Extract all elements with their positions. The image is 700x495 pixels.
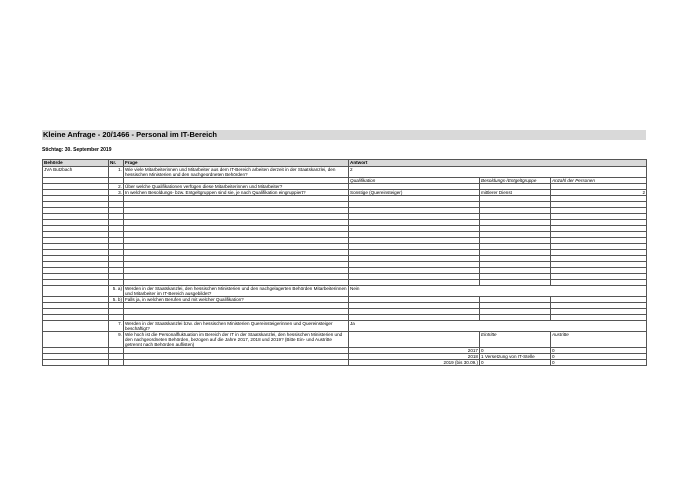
table-row bbox=[43, 332, 647, 348]
question-nr: 3. bbox=[109, 190, 124, 196]
header-behoerde: Behörde bbox=[43, 160, 109, 167]
question-text: Werden in der Staatskanzlei bzw. den hessischen Ministerien Quereinsteigerinnen und Quereinsteiger beschäftigt? bbox=[124, 321, 349, 332]
col-label-austritte: Austritte bbox=[551, 332, 647, 348]
question-text: Falls ja, in welchen Berufen und mit welcher Qualifikation? bbox=[124, 297, 349, 303]
eintritte-value: 0 bbox=[480, 348, 551, 354]
table-row bbox=[43, 167, 647, 178]
table-row bbox=[43, 321, 647, 332]
answer-cell: Ja bbox=[349, 321, 647, 332]
header-antwort: Antwort bbox=[349, 160, 647, 167]
year-label: 2019 (bis 30.09.) bbox=[349, 360, 480, 366]
austritte-value: 0 bbox=[551, 360, 647, 366]
question-text: Wie hoch ist die Personalfluktuation im Bereich der IT in der Staatskanzlei, den hessischen Ministerien und den nachgeordneten Behörden, bezogen auf die Jahre 2017, 2018 und 2019? (Bitte Ein- und Austritte getrennt nach Behörden auflisten) bbox=[124, 332, 349, 348]
behoerde-cell: JVA Butzbach bbox=[43, 167, 109, 178]
col-label-anzahl: Anzahl der Personen bbox=[551, 178, 647, 184]
question-text: Wie viele Mitarbeiterinnen und Mitarbeiter aus dem IT-Bereich arbeiten derzeit in der Staatskanzlei, den hessischen Ministerien und den nachgeordneten Behörden? bbox=[124, 167, 349, 178]
answer-cell: 2 bbox=[349, 167, 647, 178]
header-nr: Nr. bbox=[109, 160, 124, 167]
question-nr: 2. bbox=[109, 184, 124, 190]
col-label-eintritte: Eintritte bbox=[480, 332, 551, 348]
col-label-qualifikation: Qualifikation bbox=[349, 178, 480, 184]
answer-cell: Nein bbox=[349, 286, 647, 297]
austritte-value: 0 bbox=[551, 348, 647, 354]
question-nr: 7. bbox=[109, 321, 124, 332]
question-text: Werden in der Staatskanzlei, den hessischen Ministerien und den nachgelagerten Behörden Mitarbeiterinnen und Mitarbeiter im IT-Bereich ausgebildet? bbox=[125, 286, 347, 296]
year-label: 2018 bbox=[349, 354, 480, 360]
data-table bbox=[42, 159, 647, 366]
question-nr: 1. bbox=[109, 167, 124, 178]
question-nr: 9. bbox=[109, 332, 124, 348]
eintritte-value: 0 bbox=[480, 360, 551, 366]
col-label-besoldung: Besoldungs-/Entgeltgruppe bbox=[480, 178, 551, 184]
question-nr: 5. b) bbox=[109, 297, 124, 303]
answer-qualifikation: Sonstige (Quereinsteiger) bbox=[349, 190, 480, 196]
eintritte-value: 1 Versetzung von IT-Stelle bbox=[480, 354, 551, 360]
year-label: 2017 bbox=[349, 348, 480, 354]
page-title: Kleine Anfrage - 20/1466 - Personal im IT-Bereich bbox=[42, 130, 646, 140]
stichtag: Stichtag: 30. September 2019 bbox=[42, 147, 112, 153]
table-row bbox=[43, 360, 647, 366]
answer-anzahl: 2 bbox=[551, 190, 647, 196]
question-text: In welchen Besoldungs- bzw. Entgeltgruppen sind sie, je nach Qualifikation eingruppiert? bbox=[124, 190, 349, 196]
answer-besoldung: mittlerer Dienst bbox=[480, 190, 551, 196]
table-row bbox=[43, 286, 647, 297]
austritte-value: 0 bbox=[551, 354, 647, 360]
header-frage: Frage bbox=[124, 160, 349, 167]
question-text: Über welche Qualifikationen verfügen diese Mitarbeiterinnen und Mitarbeiter? bbox=[124, 184, 349, 190]
table-header-row bbox=[43, 160, 647, 167]
question-nr: 5. a) bbox=[109, 286, 124, 297]
